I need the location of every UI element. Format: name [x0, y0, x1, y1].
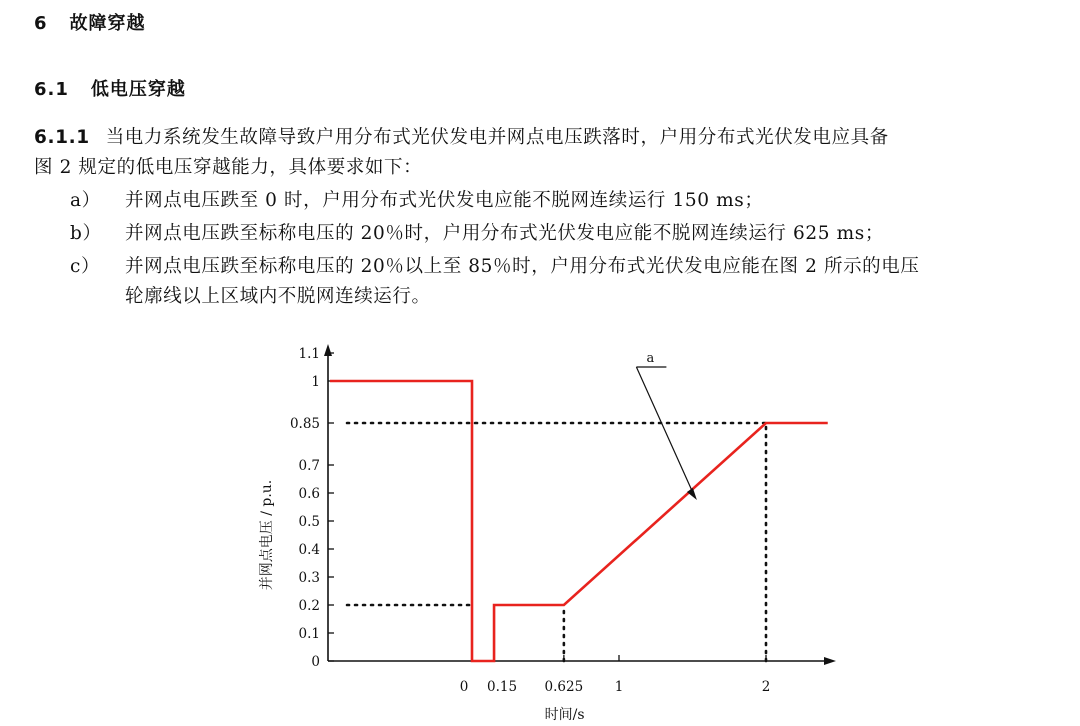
section-number: 6: [34, 13, 48, 34]
x-axis-title: 时间/s: [544, 707, 585, 723]
annotation-label: a: [646, 351, 655, 366]
y-tick-label: 0.4: [298, 542, 320, 558]
annotation-leader: [636, 367, 694, 495]
y-axis-title: 并网点电压 / p.u.: [259, 479, 275, 591]
subsection-heading: [34, 75, 186, 101]
y-tick-label: 0.3: [298, 570, 320, 586]
list-item: [70, 252, 919, 312]
list-item-text: 并网点电压跌至标称电压的 20％以上至 85％时，户用分布式光伏发电应能在图 2 所示的电压: [125, 256, 920, 277]
list-item-text: 并网点电压跌至 0 时，户用分布式光伏发电应能不脱网连续运行 150 ms；: [125, 190, 764, 211]
low-voltage-ride-through-chart: [240, 330, 860, 726]
list-item-text: 并网点电压跌至标称电压的 20％时，户用分布式光伏发电应能不脱网连续运行 625 ms；: [125, 223, 884, 244]
y-tick-label: 0.5: [298, 514, 320, 530]
y-tick-label: 0: [311, 654, 320, 670]
x-tick-label: 0.15: [487, 679, 518, 695]
y-tick-label: 0.6: [298, 486, 320, 502]
y-tick-label: 1: [311, 374, 320, 390]
y-axis-arrow: [324, 344, 332, 356]
list-item-text-continued: 轮廓线以上区域内不脱网连续运行。: [125, 286, 431, 307]
y-tick-label: 0.2: [298, 598, 320, 614]
section-title: 故障穿越: [69, 13, 146, 34]
list-item-label: b）: [70, 223, 102, 244]
clause-line-1: 当电力系统发生故障导致户用分布式光伏发电并网点电压跌落时，户用分布式光伏发电应具备: [105, 127, 889, 148]
x-tick-label: 2: [761, 679, 771, 695]
x-axis-arrow: [824, 657, 836, 665]
y-tick-label: 0.7: [298, 458, 320, 474]
clause-paragraph: [34, 123, 1074, 183]
clause-number: 6.1.1: [34, 127, 90, 148]
list-item-label: a）: [70, 190, 101, 211]
y-tick-label: 0.85: [289, 416, 320, 432]
y-tick-label: 1.1: [298, 346, 320, 362]
x-tick-label: 0.625: [544, 679, 584, 695]
list-item: [70, 186, 763, 216]
list-item-label: c）: [70, 256, 101, 277]
clause-line-2: 图 2 规定的低电压穿越能力，具体要求如下：: [34, 157, 423, 178]
subsection-title: 低电压穿越: [90, 79, 186, 100]
section-heading: [34, 9, 146, 35]
x-tick-label: 0: [459, 679, 469, 695]
list-item: [70, 219, 884, 249]
x-tick-label: 1: [614, 679, 624, 695]
y-tick-label: 0.1: [298, 626, 320, 642]
subsection-number: 6.1: [34, 79, 69, 100]
